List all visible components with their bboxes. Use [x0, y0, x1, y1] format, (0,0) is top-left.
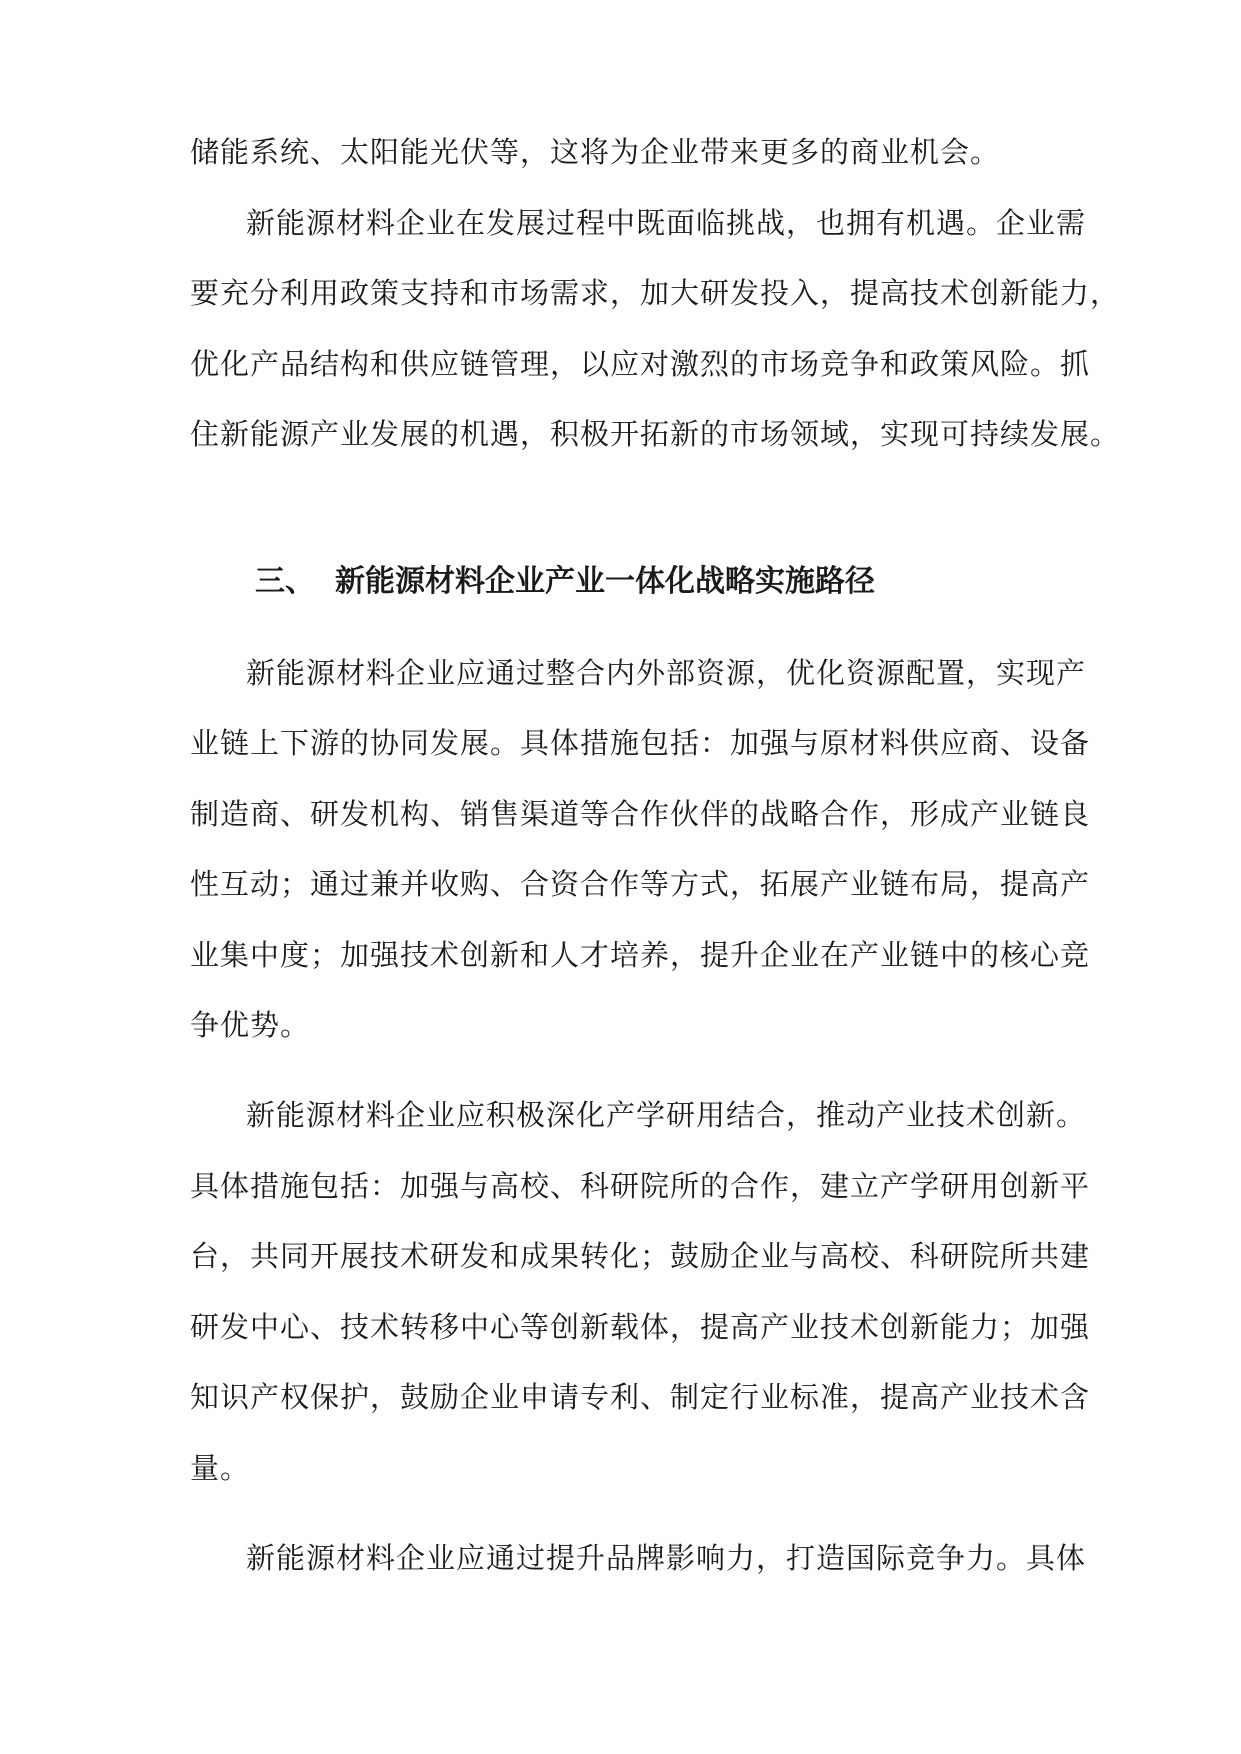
paragraph-3-line-5: 业集中度；加强技术创新和人才培养，提升企业在产业链中的核心竞 — [190, 938, 1091, 972]
paragraph-2-line-3: 优化产品结构和供应链管理，以应对激烈的市场竞争和政策风险。抓 — [190, 347, 1091, 381]
section-title: 新能源材料企业产业一体化战略实施路径 — [335, 564, 875, 599]
paragraph-3-line-3: 制造商、研发机构、销售渠道等合作伙伴的战略合作，形成产业链良 — [190, 797, 1091, 831]
paragraph-3-line-4: 性互动；通过兼并收购、合资合作等方式，拓展产业链布局，提高产 — [190, 867, 1091, 901]
paragraph-4-line-6: 量。 — [190, 1451, 251, 1485]
paragraph-2-line-4: 住新能源产业发展的机遇，积极开拓新的市场领域，实现可持续发展。 — [190, 417, 1121, 451]
paragraph-5-line-1: 新能源材料企业应通过提升品牌影响力，打造国际竞争力。具体 — [246, 1541, 1087, 1575]
paragraph-4-line-4: 研发中心、技术转移中心等创新载体，提高产业技术创新能力；加强 — [190, 1310, 1091, 1344]
paragraph-4-line-5: 知识产权保护，鼓励企业申请专利、制定行业标准，提高产业技术含 — [190, 1380, 1091, 1414]
paragraph-4-line-1: 新能源材料企业应积极深化产学研用结合，推动产业技术创新。 — [246, 1098, 1087, 1132]
paragraph-3-line-1: 新能源材料企业应通过整合内外部资源，优化资源配置，实现产 — [246, 656, 1087, 690]
section-heading — [255, 562, 875, 602]
paragraph-2-line-2: 要充分利用政策支持和市场需求，加大研发投入，提高技术创新能力， — [190, 276, 1121, 310]
paragraph-3-line-6: 争优势。 — [190, 1008, 311, 1042]
paragraph-1-line-1: 储能系统、太阳能光伏等，这将为企业带来更多的商业机会。 — [190, 135, 1001, 169]
paragraph-3-line-2: 业链上下游的协同发展。具体措施包括：加强与原材料供应商、设备 — [190, 726, 1091, 760]
section-number: 三、 — [255, 564, 315, 599]
paragraph-4-line-2: 具体措施包括：加强与高校、科研院所的合作，建立产学研用创新平 — [190, 1169, 1091, 1203]
paragraph-2-line-1: 新能源材料企业在发展过程中既面临挑战，也拥有机遇。企业需 — [246, 206, 1087, 240]
paragraph-4-line-3: 台，共同开展技术研发和成果转化；鼓励企业与高校、科研院所共建 — [190, 1239, 1091, 1273]
